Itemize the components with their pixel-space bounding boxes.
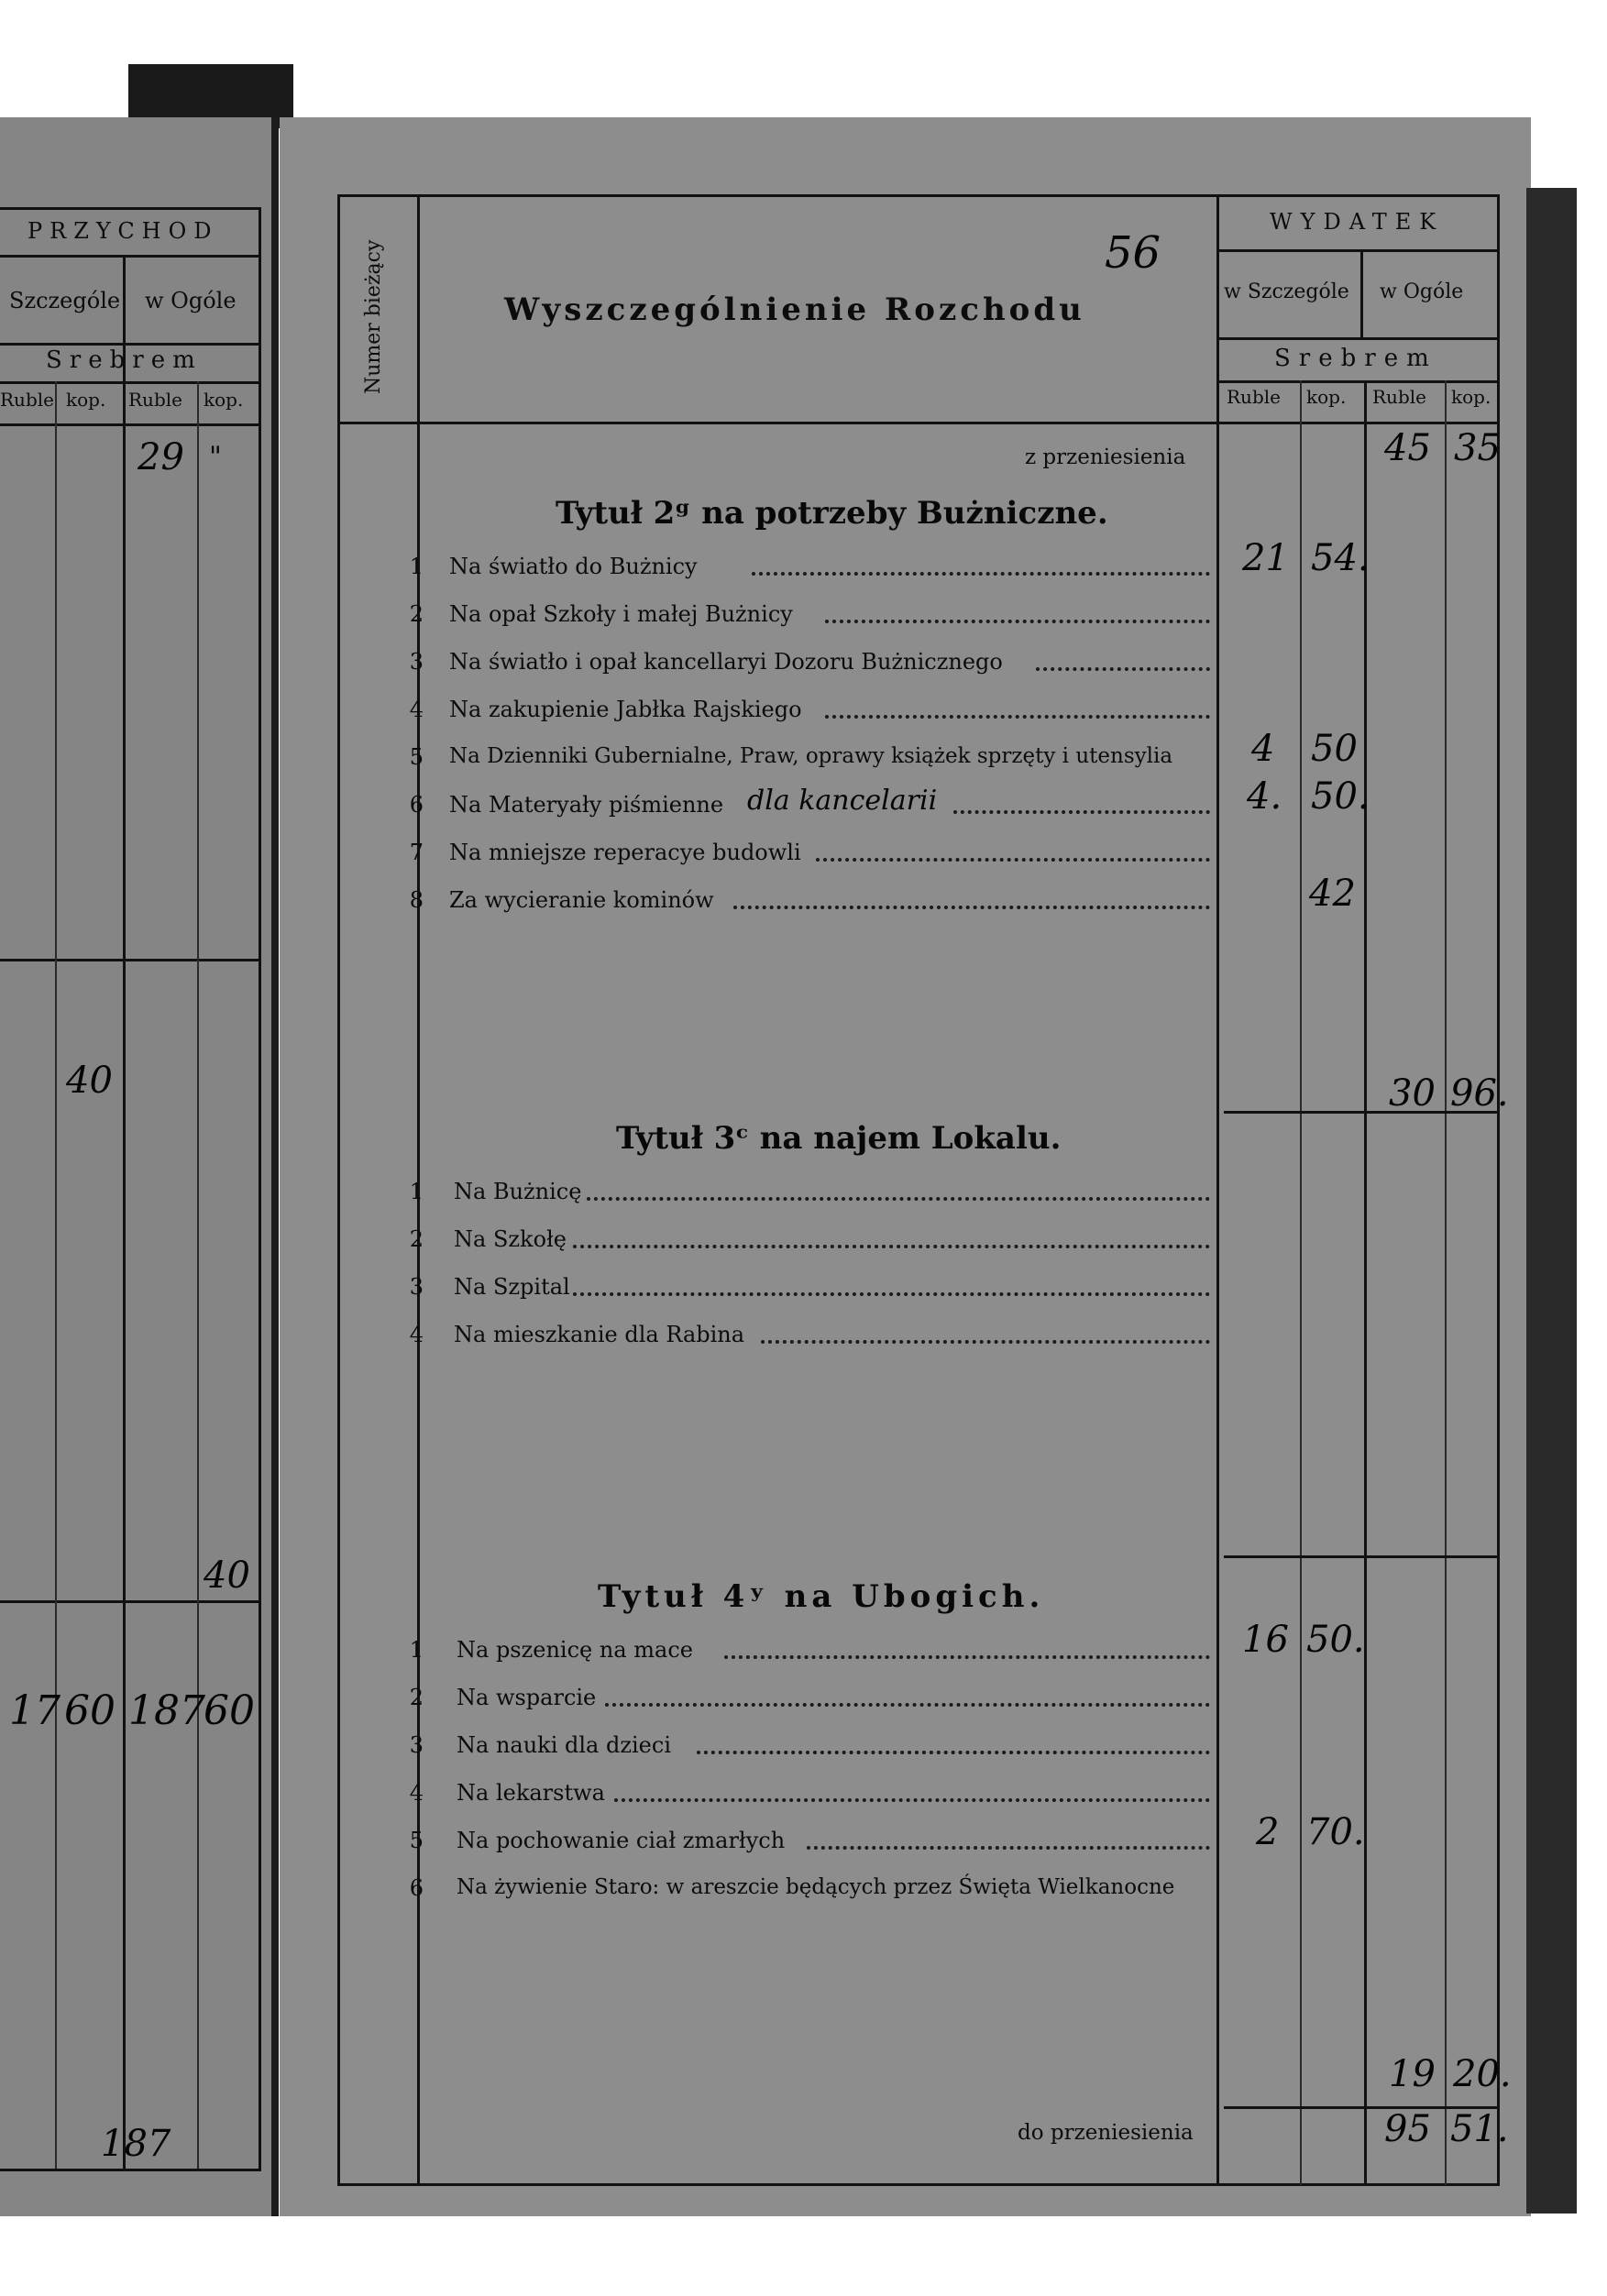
item-kop: 50.	[1306, 1619, 1365, 1661]
item-text: Na pszenicę na mace	[457, 1637, 693, 1663]
item-ruble: 21	[1242, 537, 1289, 579]
item-number: 1	[409, 1637, 424, 1663]
left-entry: 187	[128, 1687, 205, 1734]
left-kop2-header: kop.	[204, 389, 244, 411]
left-entry: 40	[204, 1554, 250, 1597]
item-number: 3	[409, 1732, 424, 1758]
item-text: Na lekarstwa	[457, 1780, 605, 1806]
section-total-kop: 96.	[1450, 1072, 1509, 1115]
section-title-tytul-2: Tytuł 2ᵍ na potrzeby Bużniczne.	[556, 495, 1108, 532]
item-number: 3	[409, 649, 424, 675]
item-text: Na mieszkanie dla Rabina	[454, 1322, 745, 1347]
page-number: 56	[1105, 227, 1161, 279]
left-ogole-header: w Ogóle	[145, 288, 237, 313]
item-text: Za wycieranie kominów	[449, 887, 714, 913]
left-entry: 29	[138, 436, 184, 478]
item-number: 2	[409, 601, 424, 627]
item-number: 5	[409, 744, 424, 770]
item-text: Na Szpital	[454, 1274, 570, 1300]
wydatek-szczegole-header: w Szczególe	[1224, 280, 1349, 303]
left-entry: 60	[204, 1687, 255, 1734]
col-kop-2: kop.	[1451, 386, 1491, 408]
item-text: Na Dzienniki Gubernialne, Praw, oprawy książek sprzęty i utensylia	[449, 744, 1173, 768]
item-text: Na Materyały piśmienne	[449, 792, 724, 818]
right-page	[280, 117, 1531, 2216]
item-ruble: 16	[1242, 1619, 1289, 1661]
item-ruble: 2	[1256, 1811, 1280, 1853]
section-total-kop: 20.	[1453, 2053, 1512, 2095]
carry-in-ruble: 45	[1384, 427, 1431, 469]
item-number: 6	[409, 792, 424, 818]
item-number: 7	[409, 840, 424, 865]
col-kop-1: kop.	[1306, 386, 1347, 408]
col-ruble-2: Ruble	[1372, 386, 1426, 408]
section-title-tytul-3: Tytuł 3ᶜ na najem Lokalu.	[616, 1120, 1062, 1157]
left-entry: 17	[9, 1687, 61, 1734]
item-text: Na światło i opał kancellaryi Dozoru Bużnicznego	[449, 649, 1003, 675]
left-entry: 187	[101, 2123, 171, 2165]
item-number: 1	[409, 1179, 424, 1204]
carry-in-kop: 35	[1454, 427, 1501, 469]
item-text: Na żywienie Staro: w areszcie będących przez Święta Wielkanocne	[457, 1875, 1175, 1899]
carry-in-label: z przeniesienia	[1025, 445, 1186, 469]
left-ruble2-header: Ruble	[128, 389, 182, 411]
item-number: 6	[409, 1875, 424, 1901]
item-kop: 50.	[1311, 775, 1370, 818]
item-number: 3	[409, 1274, 424, 1300]
left-przychod-header: PRZYCHOD	[28, 218, 219, 244]
item-number: 5	[409, 1828, 424, 1853]
right-page-binding-edge	[1526, 188, 1577, 2214]
left-entry: 60	[64, 1687, 116, 1734]
item-text: Na zakupienie Jabłka Rajskiego	[449, 697, 802, 722]
item-kop: 54.	[1311, 537, 1370, 579]
carry-out-ruble: 95	[1384, 2108, 1431, 2150]
left-kop-header: kop.	[66, 389, 106, 411]
item-text: Na mniejsze reperacye budowli	[449, 840, 801, 865]
item-ruble: 4	[1251, 728, 1275, 770]
left-page-table	[0, 207, 266, 2173]
section-total-ruble: 19	[1389, 2053, 1436, 2095]
carry-out-kop: 51.	[1450, 2108, 1509, 2150]
item-text: Na Bużnicę	[454, 1179, 582, 1204]
item-text: Na wsparcie	[457, 1685, 597, 1710]
section-total-ruble: 30	[1389, 1072, 1436, 1115]
item-number: 1	[409, 554, 424, 579]
item-number: 2	[409, 1685, 424, 1710]
left-srebrem-header: Srebrem	[46, 346, 203, 374]
item-ruble: 4.	[1247, 775, 1282, 818]
item-text: Na Szkołę	[454, 1226, 567, 1252]
item-text: Na opał Szkoły i małej Bużnicy	[449, 601, 793, 627]
left-page-edge	[271, 117, 279, 2216]
wydatek-header: WYDATEK	[1270, 209, 1445, 235]
rozchod-title: Wyszczególnienie Rozchodu	[504, 291, 1085, 328]
section-title-tytul-4: Tytuł 4ʸ na Ubogich.	[598, 1578, 1045, 1615]
item-number: 8	[409, 887, 424, 913]
srebrem-header: Srebrem	[1274, 345, 1437, 372]
item-text: Na pochowanie ciał zmarłych	[457, 1828, 786, 1853]
carry-out-label: do przeniesienia	[1018, 2121, 1194, 2145]
numer-biezacy-header: Numer bieżący	[362, 239, 385, 394]
left-ruble-header: Ruble	[0, 389, 54, 411]
wydatek-ogole-header: w Ogóle	[1380, 280, 1464, 303]
item-number: 4	[409, 1780, 424, 1806]
item-kop: 50	[1311, 728, 1358, 770]
item-handwritten-note: dla kancelarii	[747, 785, 938, 817]
item-number: 4	[409, 697, 424, 722]
left-entry: "	[209, 441, 222, 473]
left-szczegole-header: Szczególe	[9, 288, 121, 313]
item-text: Na światło do Bużnicy	[449, 554, 698, 579]
item-number: 2	[409, 1226, 424, 1252]
item-kop: 42	[1309, 873, 1356, 915]
item-kop: 70.	[1306, 1811, 1365, 1853]
item-text: Na nauki dla dzieci	[457, 1732, 671, 1758]
item-number: 4	[409, 1322, 424, 1347]
col-ruble-1: Ruble	[1227, 386, 1281, 408]
left-entry: 40	[66, 1060, 113, 1102]
